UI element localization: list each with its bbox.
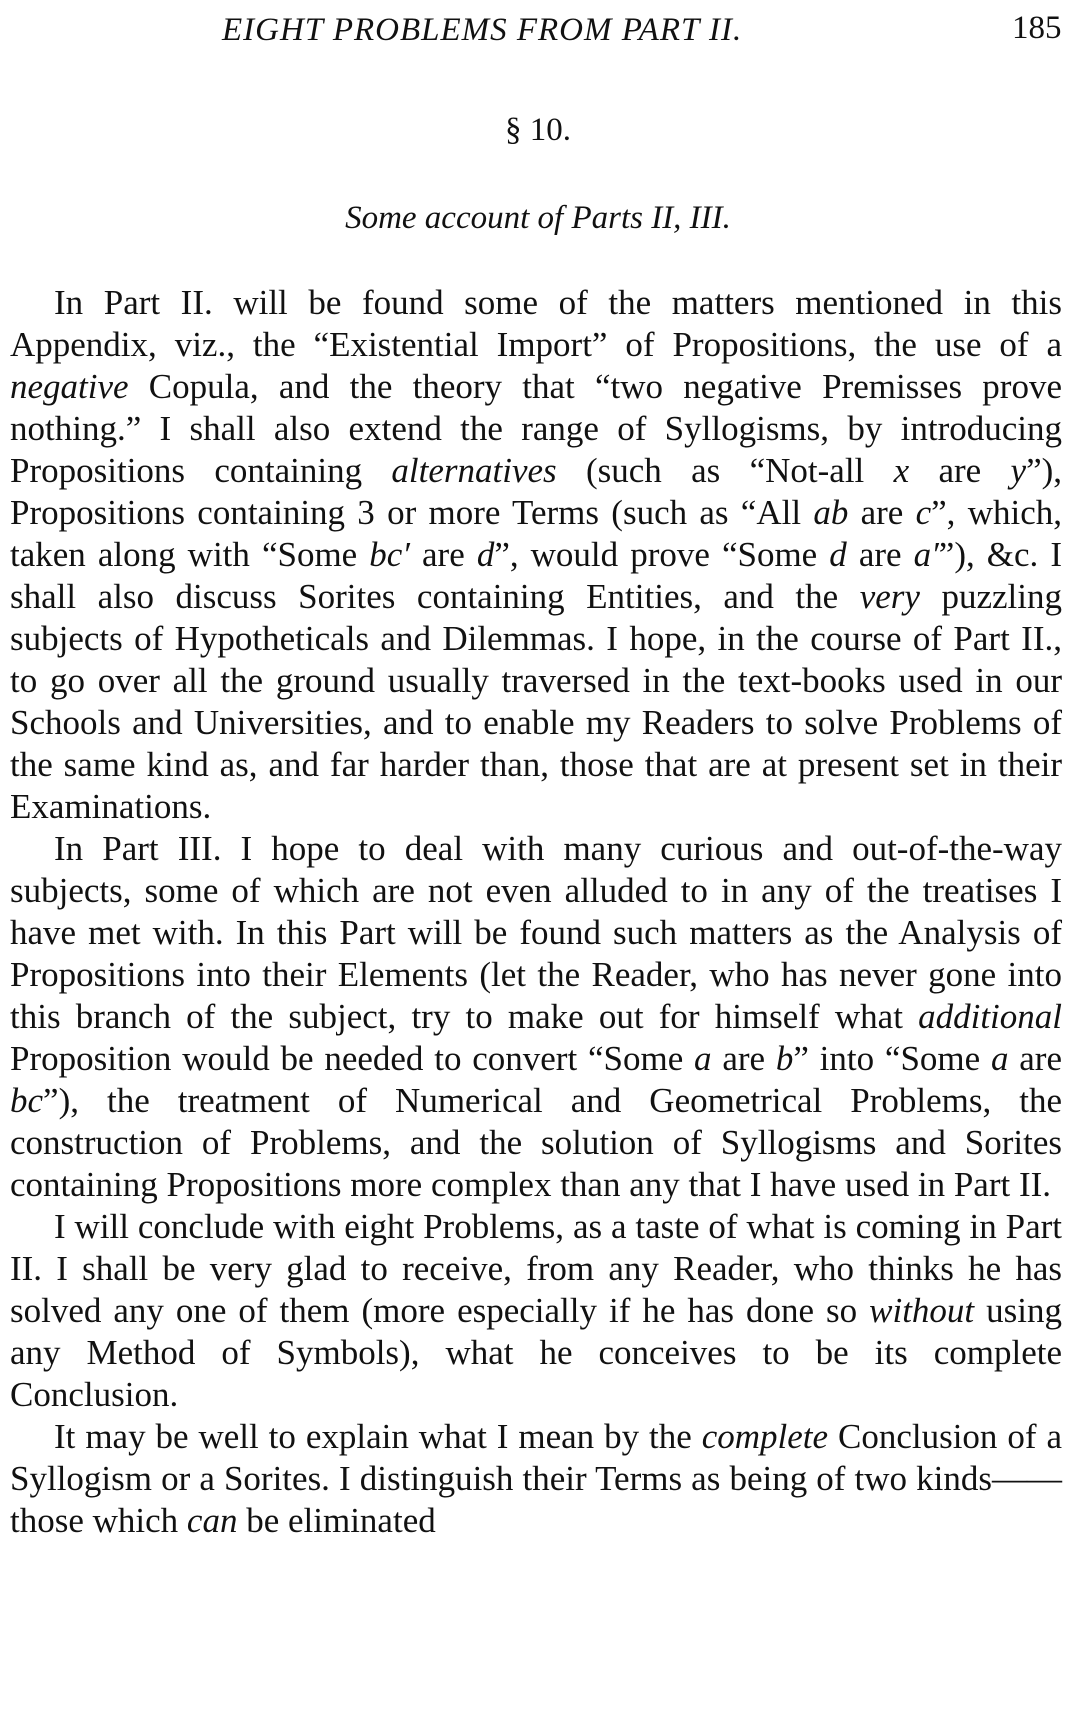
text-run: ”), the treatment of Numerical and Geometrical Problems, the construction of Problems, and the solution of Syllogisms and Sorites containing Propositions more complex than any that I have used in Part II. [10,1081,1062,1204]
text-run: puzzling subjects of Hypotheticals and Dilemmas. I hope, in the course of Part II., to go over all the ground usually traversed in the text-books used in our Schools and Universities, and to enable my Readers to solve Problems of the same kind as, and far harder than, those that are at present set in their Examinations. [10,577,1062,826]
text-run: are [848,493,916,532]
text-run: It may be well to explain what I mean by the [54,1417,702,1456]
italic-text: y [1010,451,1027,490]
italic-text: complete [701,1417,829,1456]
body-text [10,282,1062,1542]
italic-text: alternatives [391,451,557,490]
italic-text: a [990,1039,1009,1078]
text-run: I will conclude with eight Problems, as a taste of what is coming in Part II. I shall be very glad to receive, from any Reader, who thinks he has solved any one of them (more especially if he has done so [10,1207,1062,1330]
text-run: ”), Propositions containing 3 or more Terms (such as “All [10,451,1063,532]
italic-text: bc [10,1081,44,1120]
section-title: Some account of Parts II, III. [345,200,731,236]
text-run: ”, would prove “Some [494,535,830,574]
text-run: (such as “Not-all [556,451,894,490]
text-run: Conclusion of a Syllogism or a Sorites. I distinguish their Terms as being of two kinds——those which [10,1417,1062,1540]
italic-text: ab [813,493,849,532]
page-number: 185 [1012,10,1062,46]
text-run: are [409,535,477,574]
text-run: ”, which, taken along with “Some [10,493,1062,574]
text-run: ”), &c. I shall also discuss Sorites containing Entities, and the [10,535,1062,616]
italic-text: b [775,1039,794,1078]
text-run: Proposition would be needed to convert “Some [10,1039,695,1078]
italic-text: a [694,1039,712,1078]
text-run: are [711,1039,776,1078]
paragraph [10,1206,1062,1416]
text-run: In Part III. I hope to deal with many curious and out-of-the-way subjects, some of which are not even alluded to in any of the treatises I have met with. In this Part will be found such matters as the Analysis of Propositions into their Elements (let the Reader, who has never gone into this branch of the subject, try to make out for himself what [10,829,1062,1036]
text-run: ” into “Some [793,1039,991,1078]
paragraph [10,828,1062,1206]
text-run: Copula, and the theory that “two negative Premisses prove nothing.” I shall also extend the range of Syllogisms, by introducing Propositions containing [10,367,1062,490]
italic-text: negative [10,367,129,406]
italic-text: c [915,493,932,532]
text-run: In Part II. will be found some of the matters mentioned in this Appendix, viz., the “Existential Import” of Propositions, the use of a [10,283,1062,364]
italic-text: bc′ [369,535,410,574]
text-run: be eliminated [237,1501,436,1540]
text-run: are [846,535,914,574]
section-number: § 10. [505,112,571,148]
text-run: using any Method of Symbols), what he conceives to be its complete Conclusion. [10,1291,1062,1414]
italic-text: a′ [913,535,939,574]
paragraph [10,282,1062,828]
italic-text: d [829,535,847,574]
italic-text: can [186,1501,238,1540]
italic-text: x [893,451,910,490]
italic-text: very [859,577,920,616]
text-run: are [1008,1039,1062,1078]
italic-text: additional [918,997,1062,1036]
italic-text: without [869,1291,975,1330]
text-run: are [909,451,1011,490]
running-title: EIGHT PROBLEMS FROM PART II. [222,12,743,48]
running-head [0,6,1076,56]
italic-text: d [476,535,495,574]
paragraph [10,1416,1062,1542]
